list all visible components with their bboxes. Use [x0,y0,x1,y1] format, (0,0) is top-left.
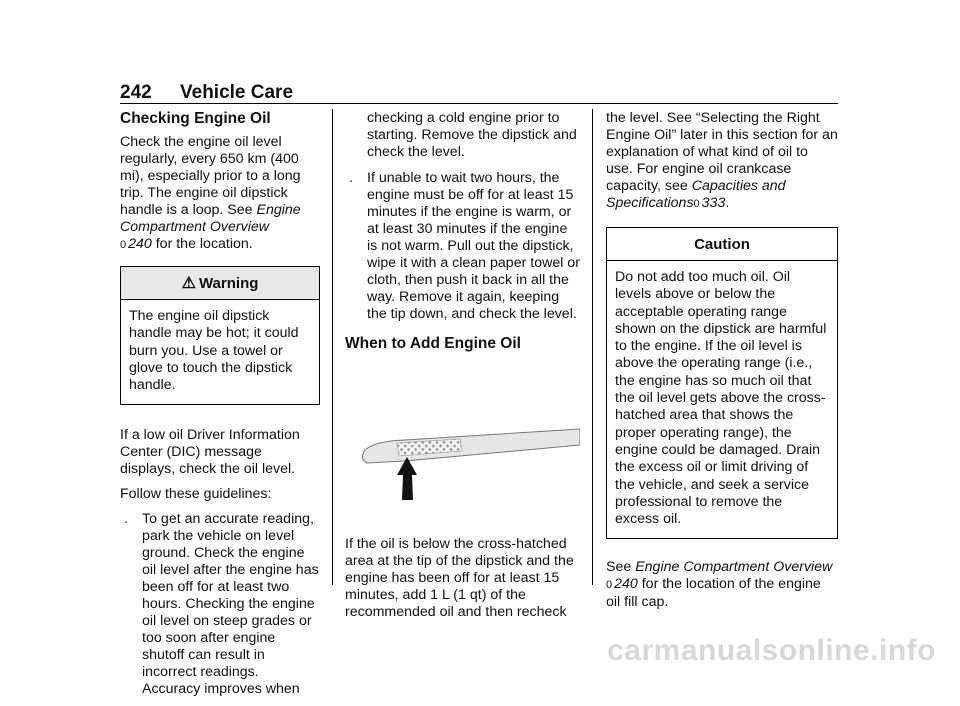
warning-title: Warning [198,275,259,292]
dipstick-illustration [345,377,580,515]
caution-body: Do not add too much oil. Oil levels above or below the acceptable operating range shown on the dipstick are harmful to the engine. If the oil level is above the operating range (i.e., the engine has so much oil that the oil level gets above the cross-hatched area that shows the proper operating range), the engine could be damaged. Drain the excess oil or limit driving of the vehicle, and seek a service professional to remove the excess oil. [615,269,827,528]
intro-text: Check the engine oil level regularly, every 650 km (400 mi), especially prior to a long trip. The engine oil dipstick handle is a loop. See [120,134,301,218]
warning-box [120,266,320,405]
intro-end: for the location. [151,236,253,252]
column-2 [345,110,580,629]
guidelines-paragraph: Follow these guidelines: [120,486,272,503]
intro-ref-title: Engine Compartment Overview [120,202,301,235]
bullet-continuation: checking a cold engine prior to starting. Remove the dipstick and check the level. [367,110,577,160]
intro-paragraph [120,134,320,254]
bullet-marker: . [349,170,353,186]
bullet-text: If unable to wait two hours, the engine must be off for at least 15 minutes if the engine is warm, or at least 30 minutes if the engine is not warm. Pull out the dipstick, wipe it with a clean paper towel or cloth, then push it back in all the way. Remove it again, keeping the tip down, and check the level. [367,170,580,322]
dipstick-blade [362,429,580,463]
after-illustration-paragraph: If the oil is below the cross-hatched area at the tip of the dipstick and the engine has been off for at least 15 minutes, add 1 L (1 qt) of the recommended oil and then recheck [345,536,574,620]
watermark: carmanualsonline.info [607,634,936,667]
column-1 [120,110,320,706]
specs-ref-title: Capacities and Specifications [606,178,786,211]
page-header [120,82,838,104]
page-ref-arrow-icon: 0 [606,579,613,592]
column-3 [606,110,838,619]
see-text: See [606,559,632,576]
specs-ref-page: 333 [701,195,726,211]
section-heading: When to Add Engine Oil [345,335,521,352]
column-divider-1 [332,109,333,585]
oil-selection-text: the level. See “Selecting the Right Engine Oil” later in this section for an explanation of what kind of oil to use. For engine oil crankcase capacity, see [606,110,838,194]
arrow-up-icon [397,457,417,500]
intro-ref-page: 240 [128,236,152,252]
section-title: Vehicle Care [180,82,294,103]
page-ref-arrow-icon: 0 [693,198,700,210]
fill-cap-paragraph [606,559,838,611]
oil-selection-paragraph [606,110,838,213]
caution-header: Caution [607,228,837,261]
caution-box [606,227,838,539]
fill-cap-ref-page: 240 [614,576,638,593]
warning-triangle-icon: ⚠ [181,275,196,292]
specs-ref-end: . [725,195,730,211]
header-rule [120,103,838,104]
bullet-marker: . [124,511,128,528]
bullet-item [120,511,320,698]
section-heading: Checking Engine Oil [120,110,271,127]
column-divider-2 [592,109,593,585]
fill-cap-end: for the location of the engine oil fill cap. [606,576,821,611]
bullet-text: To get an accurate reading, park the vehicle on level ground. Check the engine oil level after the engine has been off for at least two hours. Checking the engine oil level on steep grades or too soon after engine shutoff can result in incorrect readings. Accuracy improves when [142,511,319,698]
fill-cap-ref-title: Engine Compartment Overview [635,559,833,576]
warning-body: The engine oil dipstick handle may be hot; it could burn you. Use a towel or glove to touch the dipstick handle. [129,308,299,394]
page-ref-arrow-icon: 0 [120,239,127,251]
bullet-item [345,170,580,323]
dic-paragraph: If a low oil Driver Information Center (DIC) message displays, check the oil level. [120,427,300,478]
page-number: 242 [120,82,152,103]
warning-header [121,267,319,300]
